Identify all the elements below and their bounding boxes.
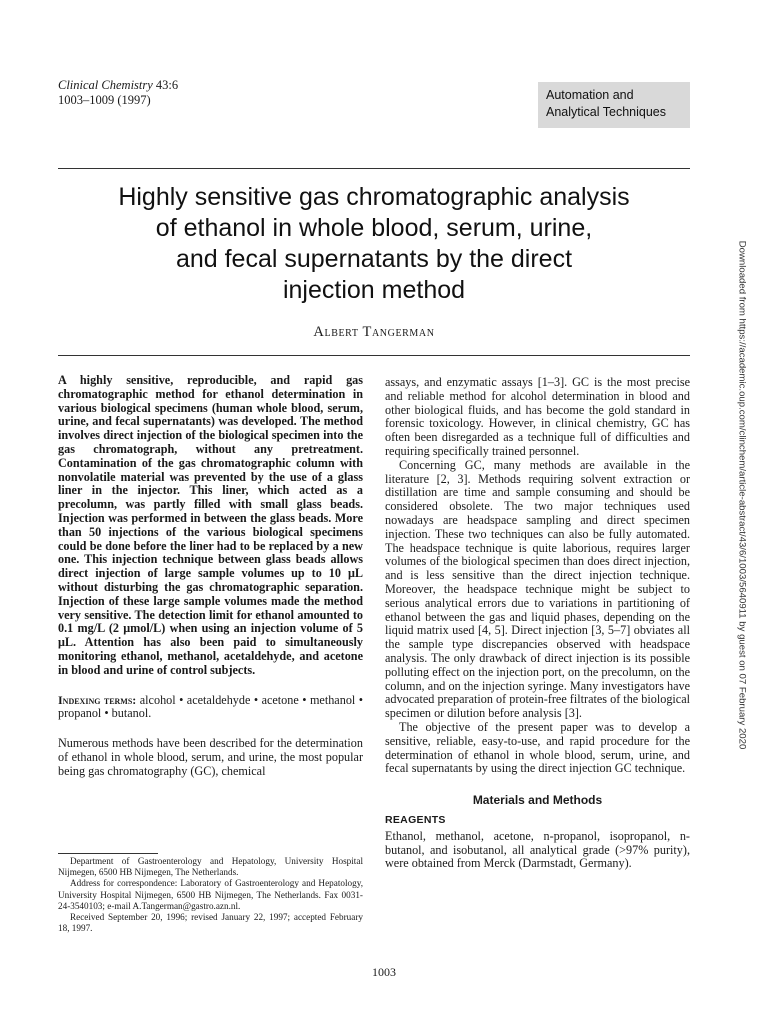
indexing-terms-label: Indexing terms: bbox=[58, 692, 137, 707]
footnote-received: Received September 20, 1996; revised January 22, 1997; accepted February 18, 1997. bbox=[58, 912, 363, 934]
reagents-subheading: REAGENTS bbox=[385, 813, 446, 826]
indexing-terms-list: alcohol • acetaldehyde • acetone • methanol • propanol • butanol. bbox=[58, 692, 364, 721]
abstract: A highly sensitive, reproducible, and rapid gas chromatographic method for ethanol determination in various biological specimens (human whole blood, serum, urine, and fecal supernatants) was developed. The method involves direct injection of the biological specimen into the gas chromatograph, without any pretreatment. Contamination of the gas chromatographic column with nonvolatile material was prevented by the use of a glass liner in the injector. This liner, which acted as a precolumn, was partly filled with small glass beads. Injection was performed in between the glass beads. More than 50 injections of the various biological specimens could be done before the liner had to be replaced by a new one. This injection technique between glass beads allows direct injection of large sample volumes up to 10 μL without disturbing the gas chromatographic separation. Injection of these large sample volumes made the method very sensitive. The detection limit for ethanol amounted to 0.1 mg/L (2 μmol/L) when using an injection volume of 5 μL. Attention has also been paid to simultaneously monitoring ethanol, methanol, acetaldehyde, and acetone in blood and urine of control subjects. bbox=[58, 373, 363, 677]
section-label-line2: Analytical Techniques bbox=[546, 105, 666, 119]
intro-paragraph: Numerous methods have been described for the determination of ethanol in whole blood, serum, and urine, the most popular being gas chromatography (GC), chemical bbox=[58, 736, 363, 778]
journal-citation bbox=[58, 78, 178, 108]
title-line-1: Highly sensitive gas chromatographic analysis bbox=[118, 183, 630, 211]
section-label-box bbox=[538, 82, 690, 128]
indexing-terms bbox=[58, 694, 363, 722]
page-number: 1003 bbox=[372, 965, 396, 979]
section-label-line1: Automation and bbox=[546, 88, 634, 102]
reagents-paragraph: Ethanol, methanol, acetone, n-propanol, isopropanol, n-butanol, and isobutanol, all analytical grade (>97% purity), were obtained from Merck (Darmstadt, Germany). bbox=[385, 828, 690, 871]
footnotes bbox=[58, 856, 363, 934]
author-name: Albert Tangerman bbox=[313, 324, 435, 340]
right-column bbox=[385, 376, 690, 871]
download-sidenote-text: Downloaded from https://academic.oup.com/clinchem/article-abstract/43/6/1003/5640911 by guest on 07 February 2020 bbox=[736, 240, 748, 750]
journal-name: Clinical Chemistry bbox=[58, 78, 153, 92]
body-paragraph-2: Concerning GC, many methods are available in the literature [2, 3]. Methods requiring solvent extraction or distillation are time and sample consuming and should be considered obsolete. The two major techniques used nowadays are headspace sampling and direct specimen injection. These two techniques can also be fully automated. The headspace technique is quite laborious, requires larger volumes of the biological specimen than does direct injection, and is less sensitive than the direct injection technique. Moreover, the headspace technique might be subject to serious analytical errors due to variations in partitioning of ethanol between the gas and liquid phases, depending on the liquid matrix used [4, 5]. Direct injection [3, 5–7] obviates all the sample type discrepancies observed with headspace analysis. The only drawback of direct injection is its possible polluting effect on the injection port, on the precolumn, on the column, and on the injection syringe. Many investigators have advocated preparation of protein-free filtrates of the biological specimen or dilution before analysis [3]. bbox=[385, 457, 690, 721]
body-paragraph-3: The objective of the present paper was to develop a sensitive, reliable, easy-to-use, and rapid procedure for the determination of ethanol in whole blood, serum, urine, and fecal supernatants by using the direct injection GC technique. bbox=[385, 719, 690, 776]
title-bottom-rule bbox=[58, 355, 690, 356]
footnote-rule bbox=[58, 853, 158, 854]
title-line-2: of ethanol in whole blood, serum, urine, bbox=[155, 214, 593, 242]
pages-year: 1003–1009 (1997) bbox=[58, 93, 151, 107]
left-column bbox=[58, 374, 363, 779]
materials-methods-heading: Materials and Methods bbox=[472, 793, 603, 808]
title-line-4: injection method bbox=[282, 276, 466, 304]
article-title bbox=[58, 182, 690, 306]
footnote-correspondence: Address for correspondence: Laboratory of Gastroenterology and Hepatology, University Hospital Nijmegen, 6500 HB Nijmegen, The Netherlands. Fax 0031-24-3540103; e-mail A.Tangerman@gastro.azn.nl. bbox=[58, 878, 363, 911]
title-top-rule bbox=[58, 168, 690, 169]
volume-issue: 43:6 bbox=[155, 78, 179, 92]
footnote-affiliation: Department of Gastroenterology and Hepatology, University Hospital Nijmegen, 6500 HB Nijmegen, The Netherlands. bbox=[58, 856, 363, 878]
body-paragraph-1: assays, and enzymatic assays [1–3]. GC is the most precise and reliable method for alcohol determination in blood and other biological fluids, and has become the gold standard in forensic toxicology. However, in clinical chemistry, GC has often been disregarded as a technique full of difficulties and requiring specifically trained personnel. bbox=[385, 375, 690, 458]
title-line-3: and fecal supernatants by the direct bbox=[175, 245, 573, 273]
